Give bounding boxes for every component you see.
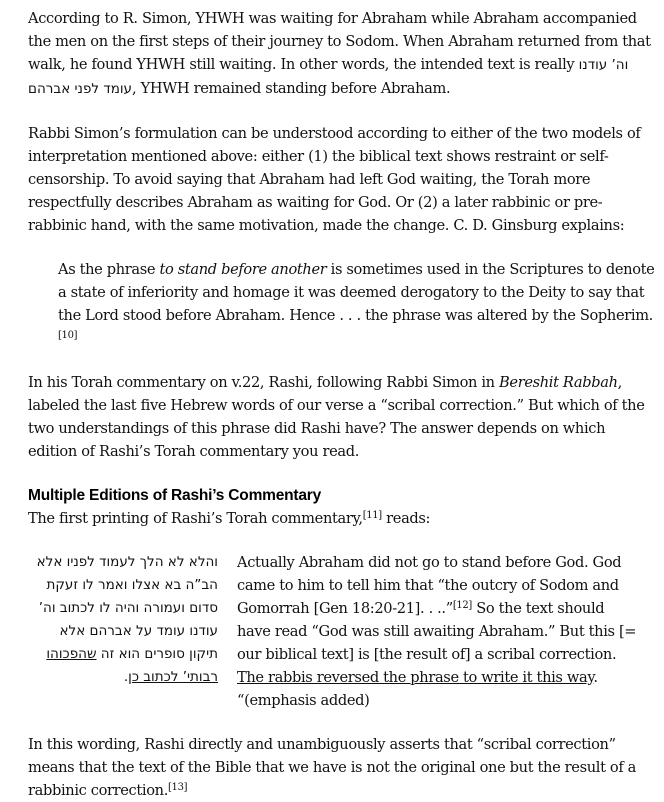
paragraph-text: According to R. Simon, YHWH was waiting for Abraham while Abraham accompanied the men on the first steps of their journey to Sodom. When Abraham returned from that walk, he found YHWH still waiting. In other words, the intended text is really	[28, 10, 651, 73]
rashi-english-column	[237, 551, 637, 712]
quote-text: is sometimes used in the Scriptures to denote a state of inferiority and homage it was deemed derogatory to the Deity to say that the Lord stood before Abraham. Hence . . . the phrase was altered by the Sopherim.	[58, 261, 655, 324]
footnote-link[interactable]: [10]	[58, 330, 78, 341]
translation-text: . “(emphasis added)	[237, 669, 598, 709]
translation-text: So the text should have read “God was still awaiting Abraham.” But this [= our biblical text] is [the result of] a scribal correction.	[237, 600, 637, 663]
quote-text: As the phrase	[58, 261, 160, 278]
block-quote-ginsburg	[58, 258, 658, 350]
footnote-link[interactable]: [11]	[362, 510, 382, 521]
rashi-parallel-text	[28, 551, 658, 712]
paragraph-text: In this wording, Rashi directly and unambiguously asserts that “scribal correction” means that the text of the Bible that we have is not the original one but the result of a rabbinic correction.	[28, 736, 637, 799]
paragraph-first-printing	[28, 507, 658, 530]
book-title: Bereshit Rabbah	[499, 374, 618, 391]
paragraph-text: , YHWH remained standing before Abraham.	[132, 80, 451, 97]
quote-italic: to stand before another	[159, 261, 327, 278]
paragraph-simon	[28, 7, 658, 101]
hebrew-end: .	[123, 669, 129, 685]
footnote-link[interactable]: [12]	[452, 600, 472, 611]
translation-text: Actually Abraham did not go to stand before God. God came to him to tell him that “the outcry of Sodom and Gomorrah [Gen 18:20-21]. . ..”	[237, 554, 622, 617]
paragraph-rashi-commentary	[28, 371, 658, 463]
footnote-link[interactable]: [13]	[168, 782, 188, 793]
paragraph-formulation: Rabbi Simon’s formulation can be understood according to either of the two models of interpretation mentioned above: either (1) the biblical text shows restraint or self-censorship. To avoid saying that Abraham had left God waiting, the Torah more respectfully describes Abraham as waiting for God. Or (2) a later rabbinic or pre-rabbinic hand, with the same motivation, made the change. C. D. Ginsburg explains:	[28, 125, 641, 234]
hebrew-phrase: וה’ עודנו עומד לפני אברהם	[28, 57, 629, 97]
hebrew-text: והלא לא הלך לעמוד לפניו אלא הב”ה בא אצלו ואמר לו זעקת סדום ועמורה והיה לו לכתוב וה’ עודנו עומד על אברהם אלא תיקון סופרים הוא זה	[36, 554, 218, 662]
section-heading: Multiple Editions of Rashi’s Commentary	[28, 487, 322, 504]
paragraph-text: In his Torah commentary on v.22, Rashi, following Rabbi Simon in	[28, 374, 500, 391]
paragraph-conclusion	[28, 733, 658, 802]
rashi-hebrew-column	[28, 551, 218, 712]
hebrew-underlined: שהפכוהו רבותי’ לכתוב כן	[46, 646, 218, 685]
document-page	[28, 7, 658, 802]
paragraph-text: reads:	[381, 510, 431, 527]
paragraph-text: The first printing of Rashi’s Torah commentary,	[28, 510, 363, 527]
paragraph-text: , labeled the last five Hebrew words of our verse a “scribal correction.” But which of the two understandings of this phrase did Rashi have? The answer depends on which edition of Rashi’s Torah commentary you read.	[28, 374, 645, 460]
translation-underlined: The rabbis reversed the phrase to write it this way	[237, 669, 594, 686]
